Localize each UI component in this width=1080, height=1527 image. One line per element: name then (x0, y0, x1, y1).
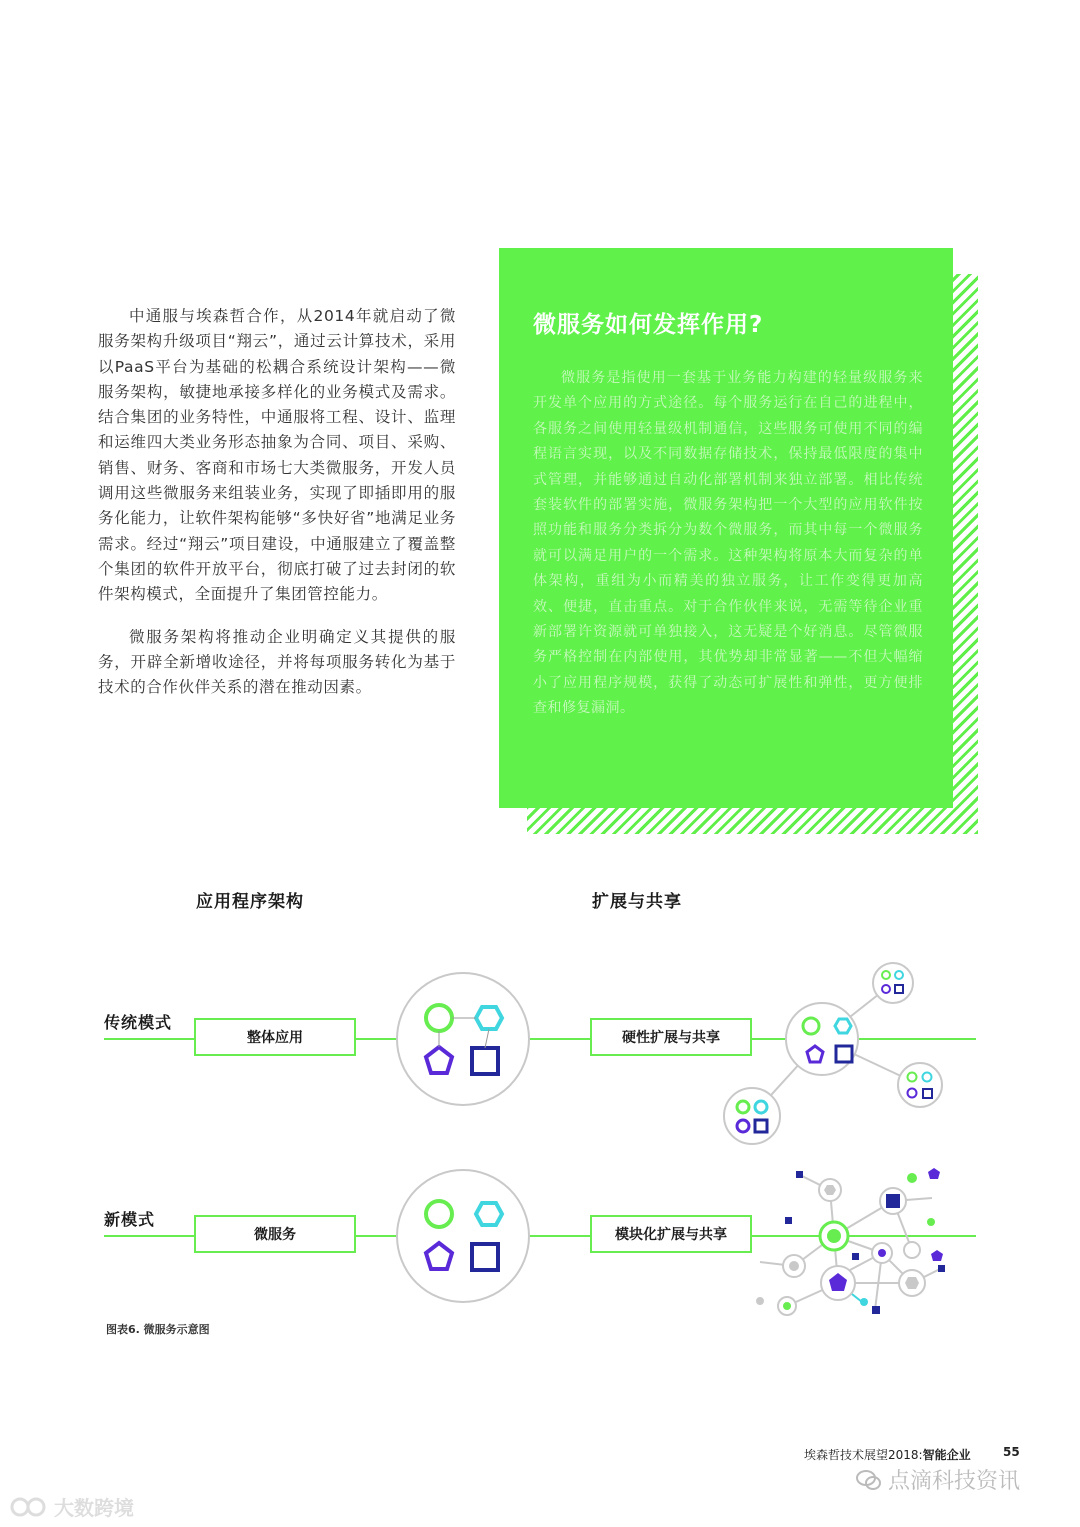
footer-title (804, 1446, 971, 1463)
rigid-scaling-cluster (724, 963, 942, 1144)
footer-title-prefix: 埃森哲技术展望2018: (804, 1448, 923, 1462)
watermark-left (10, 1492, 134, 1521)
box-monolith: 整体应用 (194, 1018, 356, 1056)
watermark-left-text: 大数跨境 (54, 1496, 134, 1520)
row-label-new: 新模式 (104, 1210, 156, 1229)
footer-title-bold: 智能企业 (922, 1448, 971, 1462)
page-number: 55 (1003, 1445, 1020, 1459)
diagram-col-title-left: 应用程序架构 (196, 892, 304, 912)
microservice-circle (397, 1170, 529, 1302)
row-label-traditional: 传统模式 (104, 1013, 173, 1032)
box-modular-scaling: 模块化扩展与共享 (590, 1215, 752, 1253)
diagram-col-title-right: 扩展与共享 (592, 892, 682, 912)
article-paragraph-2: 微服务架构将推动企业明确定义其提供的服务，开辟全新增收途径，并将每项服务转化为基于技术的合作伙伴关系的潜在推动因素。 (98, 627, 456, 697)
monolith-circle (397, 973, 529, 1105)
logo-icon (10, 1496, 50, 1518)
article-paragraph-1: 中通服与埃森哲合作，从2014年就启动了微服务架构升级项目“翔云”，通过云计算技术，采用以PaaS平台为基础的松耦合系统设计架构——微服务架构，敏捷地承接多样化的业务模式及需求。结合集团的业务特性，中通服将工程、设计、监理和运维四大类业务形态抽象为合同、项目、采购、销售、财务、客商和市场七大类微服务，开发人员调用这些微服务来组装业务，实现了即插即用的服务化能力，让软件架构能够“多快好省”地满足业务需求。经过“翔云”项目建设，中通服建立了覆盖整个集团的软件开放平台，彻底打破了过去封闭的软件架构模式，全面提升了集团管控能力。 (98, 307, 456, 604)
watermark-right (856, 1464, 1020, 1495)
box-rigid-scaling: 硬性扩展与共享 (590, 1018, 752, 1056)
sidebar-text: 微服务是指使用一套基于业务能力构建的轻量级服务来开发单个应用的方式途径。每个服务运行在自己的进程中，各服务之间使用轻量级机制通信，这些服务可使用不同的编程语言实现，以及不同数据存储技术，保持最低限度的集中式管理，并能够通过自动化部署机制来独立部署。相比传统套装软件的部署实施，微服务架构把一个大型的应用软件按照功能和服务分类拆分为数个微服务，而其中每一个微服务就可以满足用户的一个需求。这种架构将原本大而复杂的单体架构，重组为小而精美的独立服务，让工作变得更加高效、便捷，直击重点。对于合作伙伴来说，无需等待企业重新部署许资源就可单独接入，这无疑是个好消息。尽管微服务严格控制在内部使用，其优势却非常显著——不但大幅缩小了应用程序规模，获得了动态可扩展性和弹性，更方便排查和修复漏洞。 (533, 370, 923, 717)
watermark-right-text: 点滴科技资讯 (888, 1469, 1021, 1494)
box-microservice: 微服务 (194, 1215, 356, 1253)
chat-icon (856, 1469, 882, 1491)
figure-caption: 图表6. 微服务示意图 (106, 1323, 210, 1336)
sidebar-title: 微服务如何发挥作用? (533, 312, 764, 338)
